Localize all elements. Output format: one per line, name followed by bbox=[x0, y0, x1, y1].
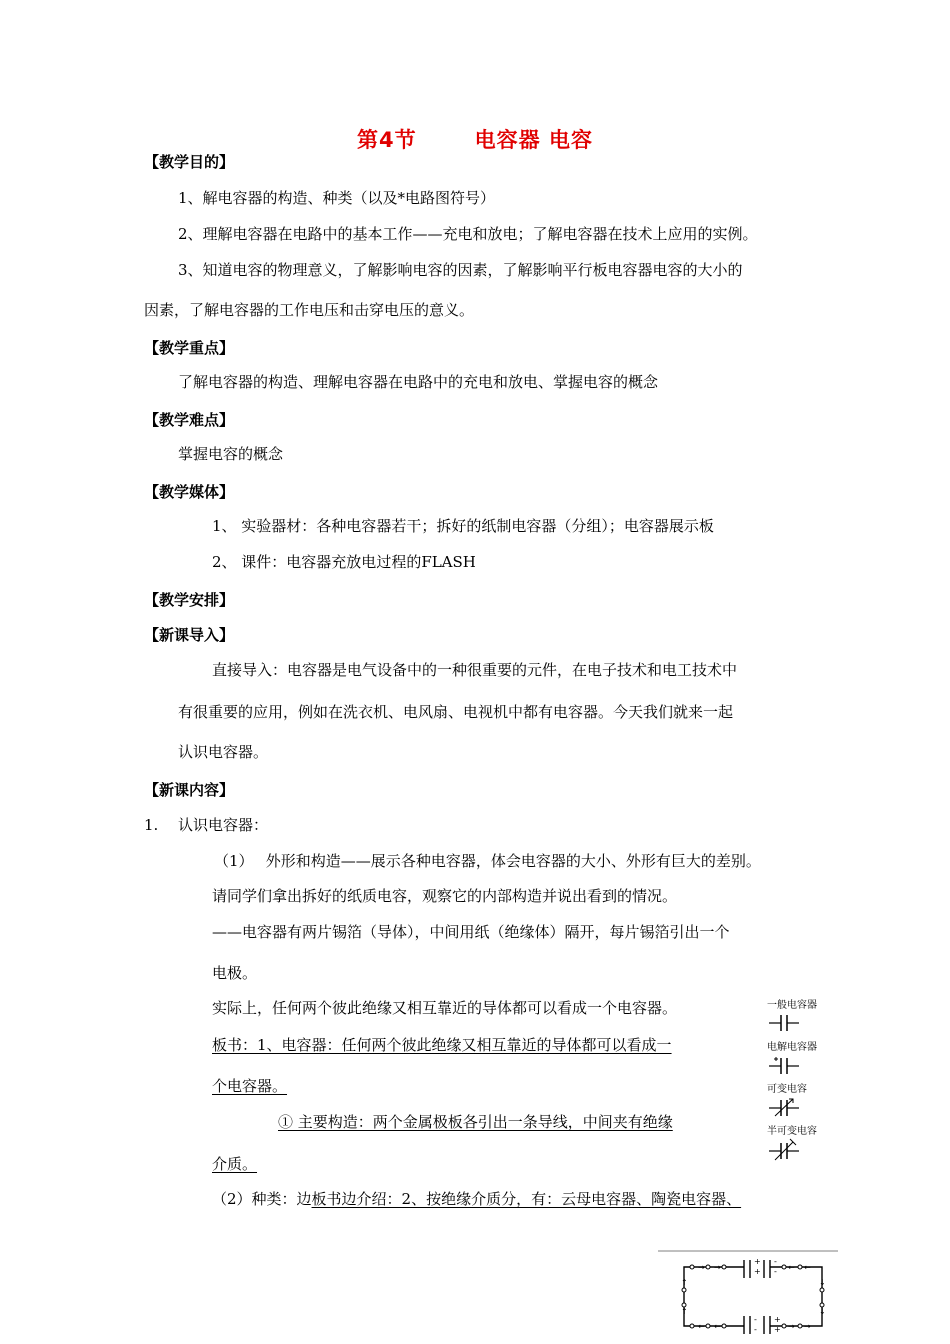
intro-line-1: 直接导入：电容器是电气设备中的一种很重要的元件，在电子技术和电工技术中 bbox=[212, 661, 738, 679]
svg-text:+: + bbox=[754, 1257, 761, 1266]
electrolytic-capacitor-label: 电解电容器 bbox=[767, 1042, 817, 1053]
svg-text:→: → bbox=[788, 1322, 795, 1331]
variable-capacitor-symbol-icon bbox=[767, 1096, 803, 1120]
media-item-2: 2、 课件：电容器充放电过程的FLASH bbox=[212, 553, 476, 571]
intro-line-2: 有很重要的应用，例如在洗衣机、电风扇、电视机中都有电容器。今天我们就来一起 bbox=[178, 703, 734, 721]
board-note-2-end: 介质。 bbox=[212, 1155, 258, 1173]
types-paragraph bbox=[212, 1189, 741, 1209]
general-capacitor-symbol-icon bbox=[767, 1012, 803, 1034]
svg-text:←: ← bbox=[804, 1263, 811, 1272]
goal-3: 3、知道电容的物理意义，了解影响电容的因素，了解影响平行板电容器电容的大小的 bbox=[178, 261, 743, 279]
svg-text:←: ← bbox=[714, 1322, 721, 1331]
svg-text:←: ← bbox=[698, 1322, 705, 1331]
definition-paragraph: 实际上，任何两个彼此绝缘又相互靠近的导体都可以看成一个电容器。 bbox=[212, 999, 678, 1017]
svg-text:-: - bbox=[754, 1325, 757, 1334]
goal-1: 1、解电容器的构造、种类（以及*电路图符号） bbox=[178, 189, 496, 207]
observe-paragraph: 请同学们拿出拆好的纸质电容，观察它的内部构造并说出看到的情况。 bbox=[212, 887, 678, 905]
svg-text:+: + bbox=[774, 1315, 781, 1324]
svg-text:+: + bbox=[754, 1267, 761, 1276]
media-heading: 【教学媒体】 bbox=[144, 483, 235, 501]
goals-heading: 【教学目的】 bbox=[144, 153, 235, 171]
svg-text:↑: ↑ bbox=[681, 1278, 688, 1287]
board-note-1: 板书：1、电容器：任何两个彼此绝缘又相互靠近的导体都可以看成一 bbox=[212, 1036, 672, 1054]
structure-paragraph: （1） 外形和构造——展示各种电容器，体会电容器的大小、外形有巨大的差别。 bbox=[214, 852, 761, 870]
svg-text:→: → bbox=[804, 1322, 811, 1331]
item-1-text: 认识电容器： bbox=[178, 816, 269, 834]
arrangement-heading: 【教学安排】 bbox=[144, 591, 235, 609]
types-prefix: （2）种类：边 bbox=[212, 1190, 312, 1208]
svg-text:+: + bbox=[774, 1325, 781, 1334]
goal-2: 2、理解电容器在电路中的基本工作——充电和放电；了解电容器在技术上应用的实例。 bbox=[178, 225, 758, 243]
difficulty-heading: 【教学难点】 bbox=[144, 411, 235, 429]
intro-heading: 【新课导入】 bbox=[144, 626, 235, 644]
types-board-note: 板书边介绍：2、按绝缘介质分，有：云母电容器、陶瓷电容器、 bbox=[311, 1190, 742, 1208]
board-note-1-end: 个电容器。 bbox=[212, 1077, 288, 1095]
foil-paragraph-end: 电极。 bbox=[212, 964, 258, 982]
goal-3-continued: 因素，了解电容器的工作电压和击穿电压的意义。 bbox=[144, 301, 475, 319]
svg-text:→: → bbox=[714, 1263, 721, 1272]
board-note-2: ① 主要构造：两个金属极板各引出一条导线，中间夹有绝缘 bbox=[278, 1113, 673, 1131]
general-capacitor-label: 一般电容器 bbox=[767, 1000, 817, 1011]
intro-line-3: 认识电容器。 bbox=[178, 743, 269, 761]
media-item-1: 1、 实验器材：各种电容器若干；拆好的纸制电容器（分组）；电容器展示板 bbox=[212, 517, 714, 535]
svg-text:-: - bbox=[774, 1257, 777, 1266]
charge-circuit-diagram bbox=[658, 1250, 840, 1342]
svg-text:↓: ↓ bbox=[819, 1307, 826, 1316]
svg-text:-: - bbox=[754, 1315, 757, 1324]
svg-text:→: → bbox=[698, 1263, 705, 1272]
page-title: 第4节 电容器 电容 bbox=[357, 128, 593, 152]
item-1-number: 1. bbox=[144, 816, 159, 834]
svg-text:↓: ↓ bbox=[819, 1278, 826, 1287]
semi-variable-capacitor-symbol-icon bbox=[767, 1138, 803, 1164]
svg-text:-: - bbox=[774, 1267, 777, 1276]
semi-variable-capacitor-label: 半可变电容 bbox=[767, 1126, 817, 1137]
foil-paragraph: ——电容器有两片锡箔（导体），中间用纸（绝缘体）隔开，每片锡箔引出一个 bbox=[212, 923, 730, 941]
svg-text:←: ← bbox=[788, 1263, 795, 1272]
difficulty-text: 掌握电容的概念 bbox=[178, 445, 284, 463]
svg-text:↑: ↑ bbox=[681, 1307, 688, 1316]
focus-heading: 【教学重点】 bbox=[144, 339, 235, 357]
variable-capacitor-label: 可变电容 bbox=[767, 1084, 807, 1095]
electrolytic-capacitor-symbol-icon bbox=[767, 1054, 803, 1076]
focus-text: 了解电容器的构造、理解电容器在电路中的充电和放电、掌握电容的概念 bbox=[178, 373, 659, 391]
content-heading: 【新课内容】 bbox=[144, 781, 235, 799]
